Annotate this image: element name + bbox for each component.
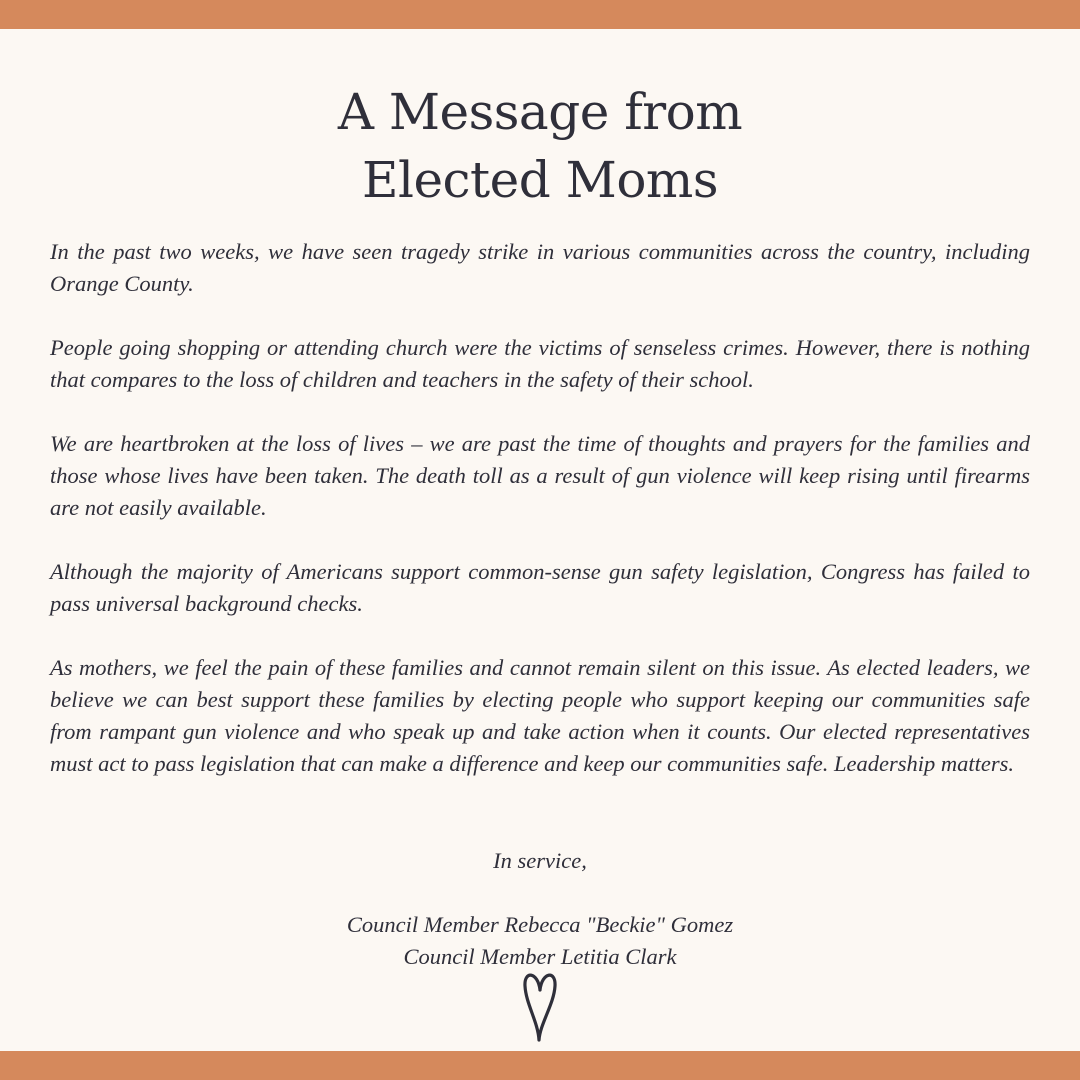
paragraph-3: We are heartbroken at the loss of lives – we are past the time of thoughts and prayers for the families and those whose lives have been taken. The death toll as a result of gun violence will keep rising until firearms are not easily available. (50, 431, 1030, 520)
heart-icon (516, 960, 564, 1048)
signature-clark: Council Member Letitia Clark (403, 944, 677, 969)
top-border-band (0, 0, 1080, 29)
closing-line: In service, (493, 848, 587, 873)
bottom-border-band (0, 1051, 1080, 1080)
page-title (0, 78, 1080, 214)
paragraph-2: People going shopping or attending church were the victims of senseless crimes. However, there is nothing that compares to the loss of children and teachers in the safety of their school. (50, 335, 1030, 392)
paragraph-4: Although the majority of Americans support common-sense gun safety legislation, Congress has failed to pass universal background checks. (50, 559, 1030, 616)
title-line-2: Elected Moms (361, 151, 719, 209)
paragraph-1: In the past two weeks, we have seen tragedy strike in various communities across the country, including Orange County. (50, 239, 1030, 296)
paragraph-5: As mothers, we feel the pain of these families and cannot remain silent on this issue. As elected leaders, we believe we can best support these families by electing people who support keeping our communities safe from rampant gun violence and who speak up and take action when it counts. Our elected representatives must act to pass legislation that can make a difference and keep our communities safe. Leadership matters. (50, 655, 1030, 776)
signature-gomez: Council Member Rebecca "Beckie" Gomez (346, 912, 734, 937)
title-line-1: A Message from (337, 83, 743, 141)
message-body (50, 236, 1030, 780)
